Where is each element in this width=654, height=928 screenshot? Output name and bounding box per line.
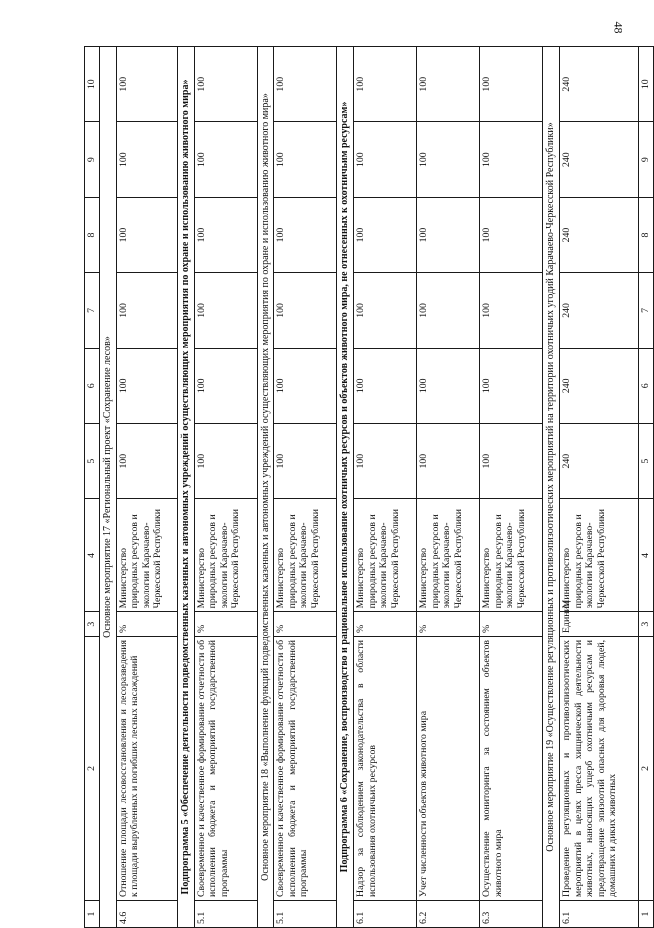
value-cell: 100 [194, 273, 257, 348]
value-cell: 240 [559, 424, 638, 499]
value-cell: 100 [194, 424, 257, 499]
indicator-name: Своевременное и качественное формирование отчетности об исполнении бюджета и мероприятий государственной программы [194, 636, 257, 900]
col-num: 5 [85, 424, 100, 499]
section-row-p6 [337, 47, 354, 928]
indicator-name: Осуществление мониторинга за состоянием объектов животного мира [480, 636, 543, 900]
unit: % [194, 612, 257, 637]
unit: % [274, 612, 337, 637]
value-cell: 100 [116, 424, 177, 499]
value-cell: 100 [274, 47, 337, 122]
col-num: 2 [638, 636, 653, 900]
page-number-text: 48 [611, 21, 626, 33]
value-cell: 100 [194, 47, 257, 122]
col-num: 3 [638, 612, 653, 637]
value-cell: 100 [354, 348, 417, 423]
unit: Единиц [559, 612, 638, 637]
col-num: 6 [638, 348, 653, 423]
row-number: 6.1 [559, 900, 638, 927]
value-cell: 100 [274, 122, 337, 197]
row-number: 6.1 [354, 900, 417, 927]
value-cell: 100 [274, 273, 337, 348]
column-number-row-bottom [638, 47, 653, 928]
col-num: 4 [85, 499, 100, 612]
indicators-table [84, 46, 654, 928]
value-cell: 100 [417, 348, 480, 423]
value-cell: 100 [116, 47, 177, 122]
indicator-name: Учет численности объектов животного мира [417, 636, 480, 900]
row-number: 6.3 [480, 900, 543, 927]
col-num: 3 [85, 612, 100, 637]
section-title: Подпрограмма 5 «Обеспечение деятельности подведомственных казенных и автономных учреждений осуществляющих мероприятия по охране и использованию животного мира» [177, 47, 194, 928]
table-row [417, 47, 480, 928]
unit: % [480, 612, 543, 637]
value-cell: 100 [194, 348, 257, 423]
value-cell: 100 [417, 197, 480, 272]
value-cell: 240 [559, 348, 638, 423]
col-num: 6 [85, 348, 100, 423]
value-cell: 100 [274, 197, 337, 272]
section-row-p5 [177, 47, 194, 928]
value-cell: 100 [194, 197, 257, 272]
col-num: 2 [85, 636, 100, 900]
value-cell: 100 [274, 424, 337, 499]
col-num: 9 [638, 122, 653, 197]
section-title: Основное мероприятие 19 «Осуществление регуляционных и противоэпизоотических мероприятий на территории охотничьих угодий Карачаево-Черкесской Республики» [543, 47, 560, 928]
value-cell: 240 [559, 47, 638, 122]
section-row-s19 [543, 47, 560, 928]
indicator-name: Своевременное и качественное формирование отчетности об исполнении бюджета и мероприятий государственной программы [274, 636, 337, 900]
executor: Министерство природных ресурсов и экологии Карачаево-Черкесской Республики [354, 499, 417, 612]
table-body [85, 47, 654, 928]
value-cell: 100 [116, 348, 177, 423]
value-cell: 100 [480, 348, 543, 423]
section-row-s18 [257, 47, 274, 928]
table-row [194, 47, 257, 928]
value-cell: 100 [274, 348, 337, 423]
table-row [354, 47, 417, 928]
table-row [559, 47, 638, 928]
value-cell: 100 [116, 273, 177, 348]
value-cell: 100 [417, 424, 480, 499]
col-num: 8 [85, 197, 100, 272]
indicator-name: Надзор за соблюдением законодательства в области использования охотничьих ресурсов [354, 636, 417, 900]
table-row [274, 47, 337, 928]
col-num: 1 [85, 900, 100, 927]
executor: Министерство природных ресурсов и экологии Карачаево-Черкесской Республики [417, 499, 480, 612]
section-title: Основное мероприятие 18 «Выполнение функций подведомственных казенных и автономных учреждений осуществляющих мероприятия по охране и использованию животного мира» [257, 47, 274, 928]
indicator-name: Отношение площади лесовосстановления и лесоразведения к площади вырубленных и погибших лесных насаждений [116, 636, 177, 900]
value-cell: 100 [354, 197, 417, 272]
col-num: 7 [638, 273, 653, 348]
col-num: 10 [638, 47, 653, 122]
row-number: 4.6 [116, 900, 177, 927]
section-title: Основное мероприятие 17 «Региональный проект «Сохранение лесов» [100, 47, 117, 928]
value-cell: 100 [194, 122, 257, 197]
value-cell: 100 [417, 47, 480, 122]
indicator-name: Проведение регуляционных и противоэпизоотических мероприятий в целях пресса хищнической деятельности животных, наносящих ущерб охотничьим ресурсам и предотвращение эпизоотий опасных для здоровья людей, домашних и диких животных [559, 636, 638, 900]
value-cell: 100 [116, 122, 177, 197]
column-number-row-top [85, 47, 100, 928]
page-number [610, 12, 626, 42]
unit: % [116, 612, 177, 637]
executor: Министерство природных ресурсов и экологии Карачаево-Черкесской Республики [274, 499, 337, 612]
section-title: Подпрограмма 6 «Сохранение, воспроизводство и рациональное использование охотничьих ресурсов и объектов животного мира, не отнесенных к охотничьим ресурсам» [337, 47, 354, 928]
col-num: 10 [85, 47, 100, 122]
row-number: 5.1 [194, 900, 257, 927]
value-cell: 100 [480, 47, 543, 122]
value-cell: 100 [480, 424, 543, 499]
executor: Министерство природных ресурсов и экологии Карачаево-Черкесской Республики [559, 499, 638, 612]
value-cell: 240 [559, 273, 638, 348]
col-num: 1 [638, 900, 653, 927]
col-num: 8 [638, 197, 653, 272]
value-cell: 100 [417, 273, 480, 348]
rotated-table-frame [84, 46, 652, 928]
unit: % [417, 612, 480, 637]
value-cell: 100 [480, 273, 543, 348]
value-cell: 100 [354, 122, 417, 197]
row-number: 6.2 [417, 900, 480, 927]
table-row [480, 47, 543, 928]
executor: Министерство природных ресурсов и экологии Карачаево-Черкесской Республики [194, 499, 257, 612]
row-number: 5.1 [274, 900, 337, 927]
value-cell: 100 [116, 197, 177, 272]
col-num: 7 [85, 273, 100, 348]
value-cell: 240 [559, 122, 638, 197]
unit: % [354, 612, 417, 637]
value-cell: 100 [480, 122, 543, 197]
executor: Министерство природных ресурсов и экологии Карачаево-Черкесской Республики [480, 499, 543, 612]
section-row-s17 [100, 47, 117, 928]
col-num: 9 [85, 122, 100, 197]
value-cell: 100 [354, 424, 417, 499]
value-cell: 240 [559, 197, 638, 272]
executor: Министерство природных ресурсов и экологии Карачаево-Черкесской Республики [116, 499, 177, 612]
col-num: 5 [638, 424, 653, 499]
col-num: 4 [638, 499, 653, 612]
value-cell: 100 [354, 273, 417, 348]
value-cell: 100 [480, 197, 543, 272]
value-cell: 100 [417, 122, 480, 197]
table-row [116, 47, 177, 928]
value-cell: 100 [354, 47, 417, 122]
